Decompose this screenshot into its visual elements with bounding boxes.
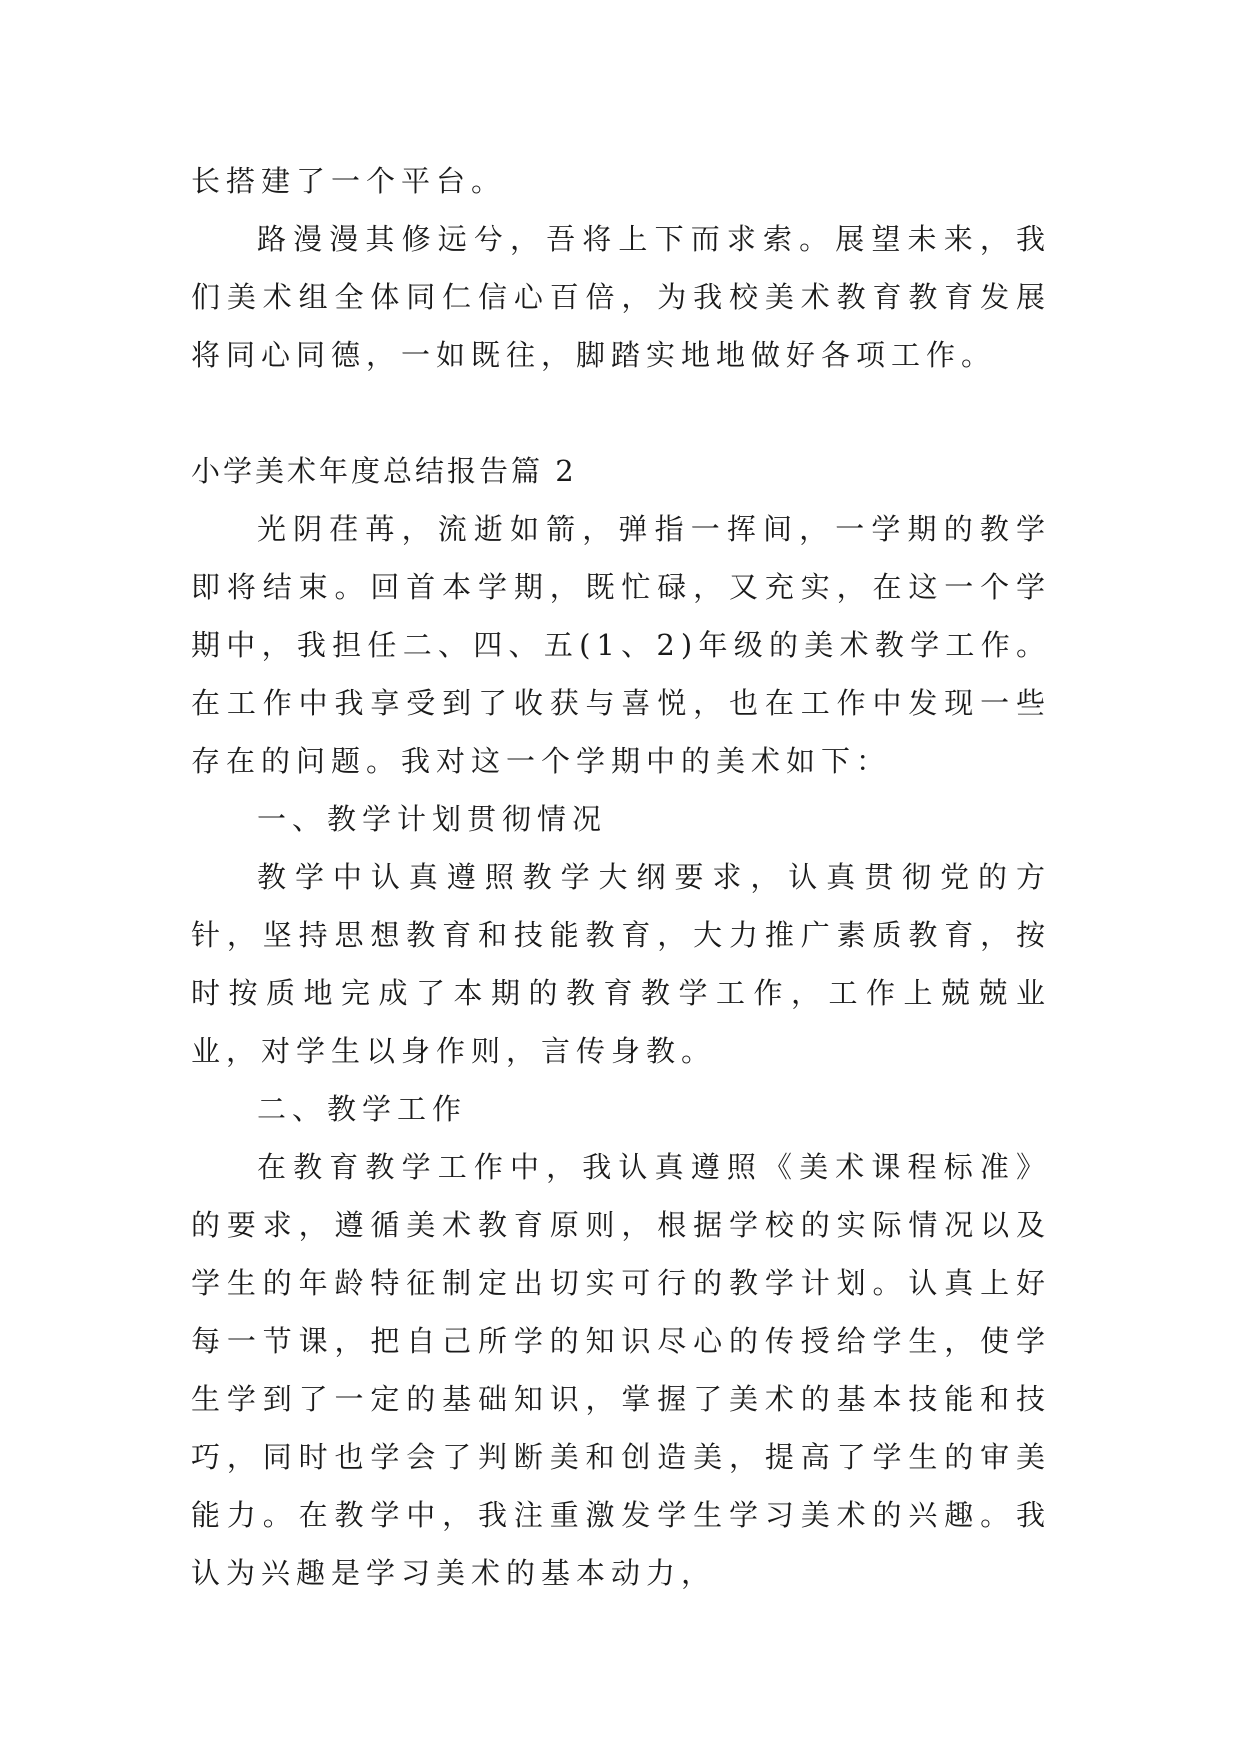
paragraph-intro: 光阴荏苒，流逝如箭，弹指一挥间，一学期的教学即将结束。回首本学期，既忙碌，又充实，在这一个学期中，我担任二、四、五(1、2)年级的美术教学工作。在工作中我享受到了收获与喜悦，也在工作中发现一些存在的问题。我对这一个学期中的美术如下： [191,512,1051,778]
paragraph-continuation: 长搭建了一个平台。 [191,164,507,198]
subheading-plan: 一、教学计划贯彻情况 [257,802,608,836]
paragraph-closing: 路漫漫其修远兮，吾将上下而求索。展望未来，我们美术组全体同仁信心百倍，为我校美术教育教育发展将同心同德，一如既往，脚踏实地地做好各项工作。 [191,222,1051,372]
section-title: 小学美术年度总结报告篇 2 [191,454,577,488]
document-body [191,152,1051,1602]
paragraph-teaching: 在教育教学工作中，我认真遵照《美术课程标准》的要求，遵循美术教育原则，根据学校的实际情况以及学生的年龄特征制定出切实可行的教学计划。认真上好每一节课，把自己所学的知识尽心的传授给学生，使学生学到了一定的基础知识，掌握了美术的基本技能和技巧，同时也学会了判断美和创造美，提高了学生的审美能力。在教学中，我注重激发学生学习美术的兴趣。我认为兴趣是学习美术的基本动力， [191,1150,1051,1590]
paragraph-plan: 教学中认真遵照教学大纲要求，认真贯彻党的方针，坚持思想教育和技能教育，大力推广素质教育，按时按质地完成了本期的教育教学工作，工作上兢兢业业，对学生以身作则，言传身教。 [191,860,1051,1068]
subheading-teaching: 二、教学工作 [257,1092,468,1126]
